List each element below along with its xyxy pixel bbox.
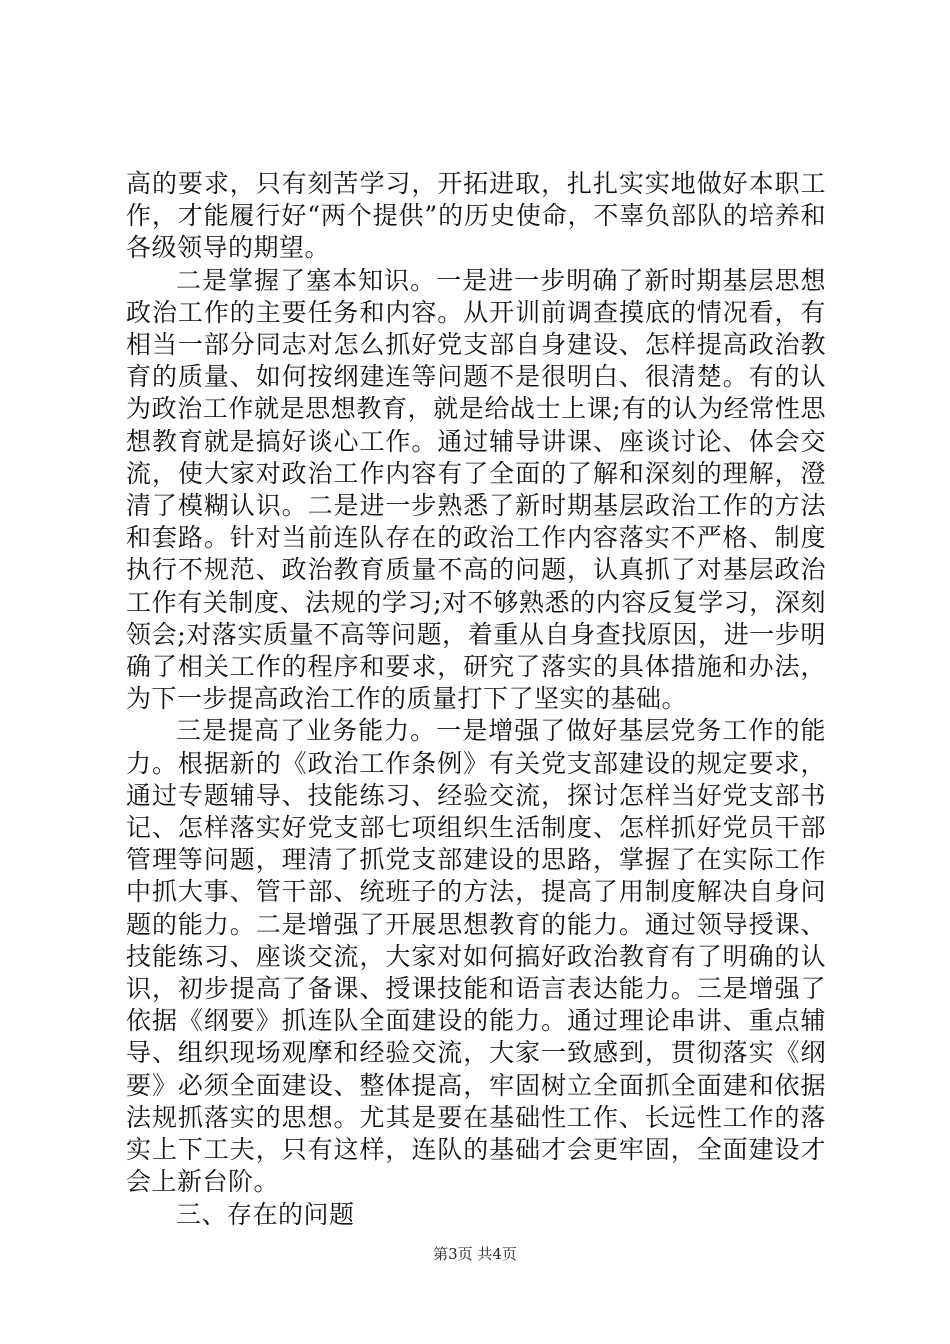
paragraph-continuation: 高的要求，只有刻苦学习，开拓进取，扎扎实实地做好本职工作，才能履行好“两个提供”的历史使命，不辜负部队的培养和各级领导的期望。 (126, 169, 826, 263)
document-body (126, 168, 826, 1231)
section-heading-problems: 三、存在的问题 (176, 1199, 355, 1229)
page-footer: 第3页 共4页 (433, 1245, 517, 1263)
paragraph-business-ability: 三是提高了业务能力。一是增强了做好基层党务工作的能力。根据新的《政治工作条例》有关党支部建设的规定要求，通过专题辅导、技能练习、经验交流，探讨怎样当好党支部书记、怎样落实好党支部七项组织生活制度、怎样抓好党员干部管理等问题，理清了抓党支部建设的思路，掌握了在实际工作中抓大事、管干部、统班子的方法，提高了用制度解决自身问题的能力。二是增强了开展思想教育的能力。通过领导授课、技能练习、座谈交流，大家对如何搞好政治教育有了明确的认识，初步提高了备课、授课技能和语言表达能力。三是增强了依据《纲要》抓连队全面建设的能力。通过理论串讲、重点辅导、组织现场观摩和经验交流，大家一致感到，贯彻落实《纲要》必须全面建设、整体提高，牢固树立全面抓全面建和依据法规抓落实的思想。尤其是要在基础性工作、长远性工作的落实上下工夫，只有这样，连队的基础才会更牢固，全面建设才会上新台阶。 (126, 716, 826, 1197)
paragraph-basic-knowledge: 二是掌握了塞本知识。一是进一步明确了新时期基层思想政治工作的主要任务和内容。从开训前调查摸底的情况看，有相当一部分同志对怎么抓好党支部自身建设、怎样提高政治教育的质量、如何按纲建连等问题不是很明白、很清楚。有的认为政治工作就是思想教育，就是给战士上课;有的认为经常性思想教育就是搞好谈心工作。通过辅导讲课、座谈讨论、体会交流，使大家对政治工作内容有了全面的了解和深刻的理解，澄清了模糊认识。二是进一步熟悉了新时期基层政治工作的方法和套路。针对当前连队存在的政治工作内容落实不严格、制度执行不规范、政治教育质量不高的问题，认真抓了对基层政治工作有关制度、法规的学习;对不够熟悉的内容反复学习，深刻领会;对落实质量不高等问题，着重从自身查找原因，进一步明确了相关工作的程序和要求，研究了落实的具体措施和办法，为下一步提高政治工作的质量打下了坚实的基础。 (126, 265, 826, 714)
